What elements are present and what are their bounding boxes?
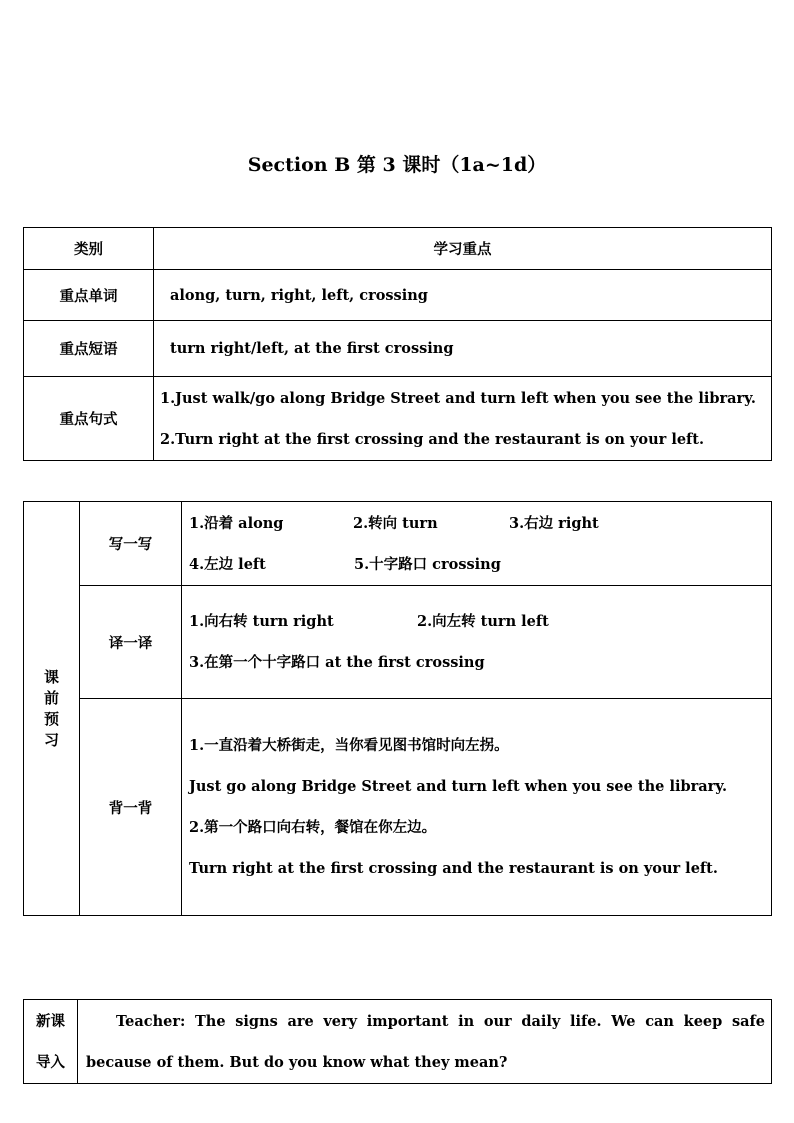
preview-section-label-text: 课前预习 xyxy=(44,667,60,749)
row-label: 重点单词 xyxy=(24,270,154,321)
intro-row xyxy=(24,1000,772,1084)
translate-label: 译一译 xyxy=(80,586,182,699)
preview-section-label xyxy=(24,502,80,916)
sentence-line: 2.Turn right at the first crossing and the restaurant is on your left. xyxy=(160,430,705,448)
recite-line: 2.第一个路口向右转，餐馆在你左边。 xyxy=(189,819,437,836)
write-item: 3.右边 right xyxy=(509,514,599,532)
preview-row-recite xyxy=(24,699,772,916)
row-label: 重点短语 xyxy=(24,321,154,377)
preview-table xyxy=(23,501,772,916)
intro-text xyxy=(78,1000,772,1084)
preview-row-write xyxy=(24,502,772,586)
header-category: 类别 xyxy=(24,228,154,270)
recite-line: Just go along Bridge Street and turn left when you see the library. xyxy=(189,778,728,795)
intro-text-line: because of them. But do you know what they mean? xyxy=(86,1053,508,1071)
row-content: along, turn, right, left, crossing xyxy=(154,270,772,321)
recite-line: Turn right at the first crossing and the restaurant is on your left. xyxy=(189,860,718,877)
write-item: 5.十字路口 crossing xyxy=(354,555,501,573)
focus-row-sentences xyxy=(24,377,772,461)
translate-item: 3.在第一个十字路口 at the first crossing xyxy=(189,654,485,671)
focus-table-header xyxy=(24,228,772,270)
recite-label: 背一背 xyxy=(80,699,182,916)
intro-text-line: Teacher: The signs are very important in our daily life. We can keep safe xyxy=(116,1012,765,1030)
write-item: 1.沿着 along xyxy=(189,514,284,532)
preview-row-translate xyxy=(24,586,772,699)
sentence-line: 1.Just walk/go along Bridge Street and turn left when you see the library. xyxy=(160,389,756,407)
intro-label xyxy=(24,1000,78,1084)
intro-label-top: 新课 xyxy=(36,1012,65,1030)
write-item: 2.转向 turn xyxy=(353,514,438,532)
page-title: Section B 第 3 课时（1a~1d） xyxy=(247,154,547,176)
write-label: 写一写 xyxy=(80,502,182,586)
intro-label-bottom: 导入 xyxy=(36,1053,65,1071)
intro-table xyxy=(23,999,772,1084)
focus-row-phrases xyxy=(24,321,772,377)
row-label: 重点句式 xyxy=(24,377,154,461)
translate-item: 2.向左转 turn left xyxy=(417,613,549,630)
write-item: 4.左边 left xyxy=(189,555,266,573)
row-content: turn right/left, at the first crossing xyxy=(154,321,772,377)
translate-item: 1.向右转 turn right xyxy=(189,613,334,630)
focus-row-words xyxy=(24,270,772,321)
header-focus: 学习重点 xyxy=(154,228,772,270)
focus-table xyxy=(23,227,772,461)
recite-line: 1.一直沿着大桥街走，当你看见图书馆时向左拐。 xyxy=(189,737,509,754)
